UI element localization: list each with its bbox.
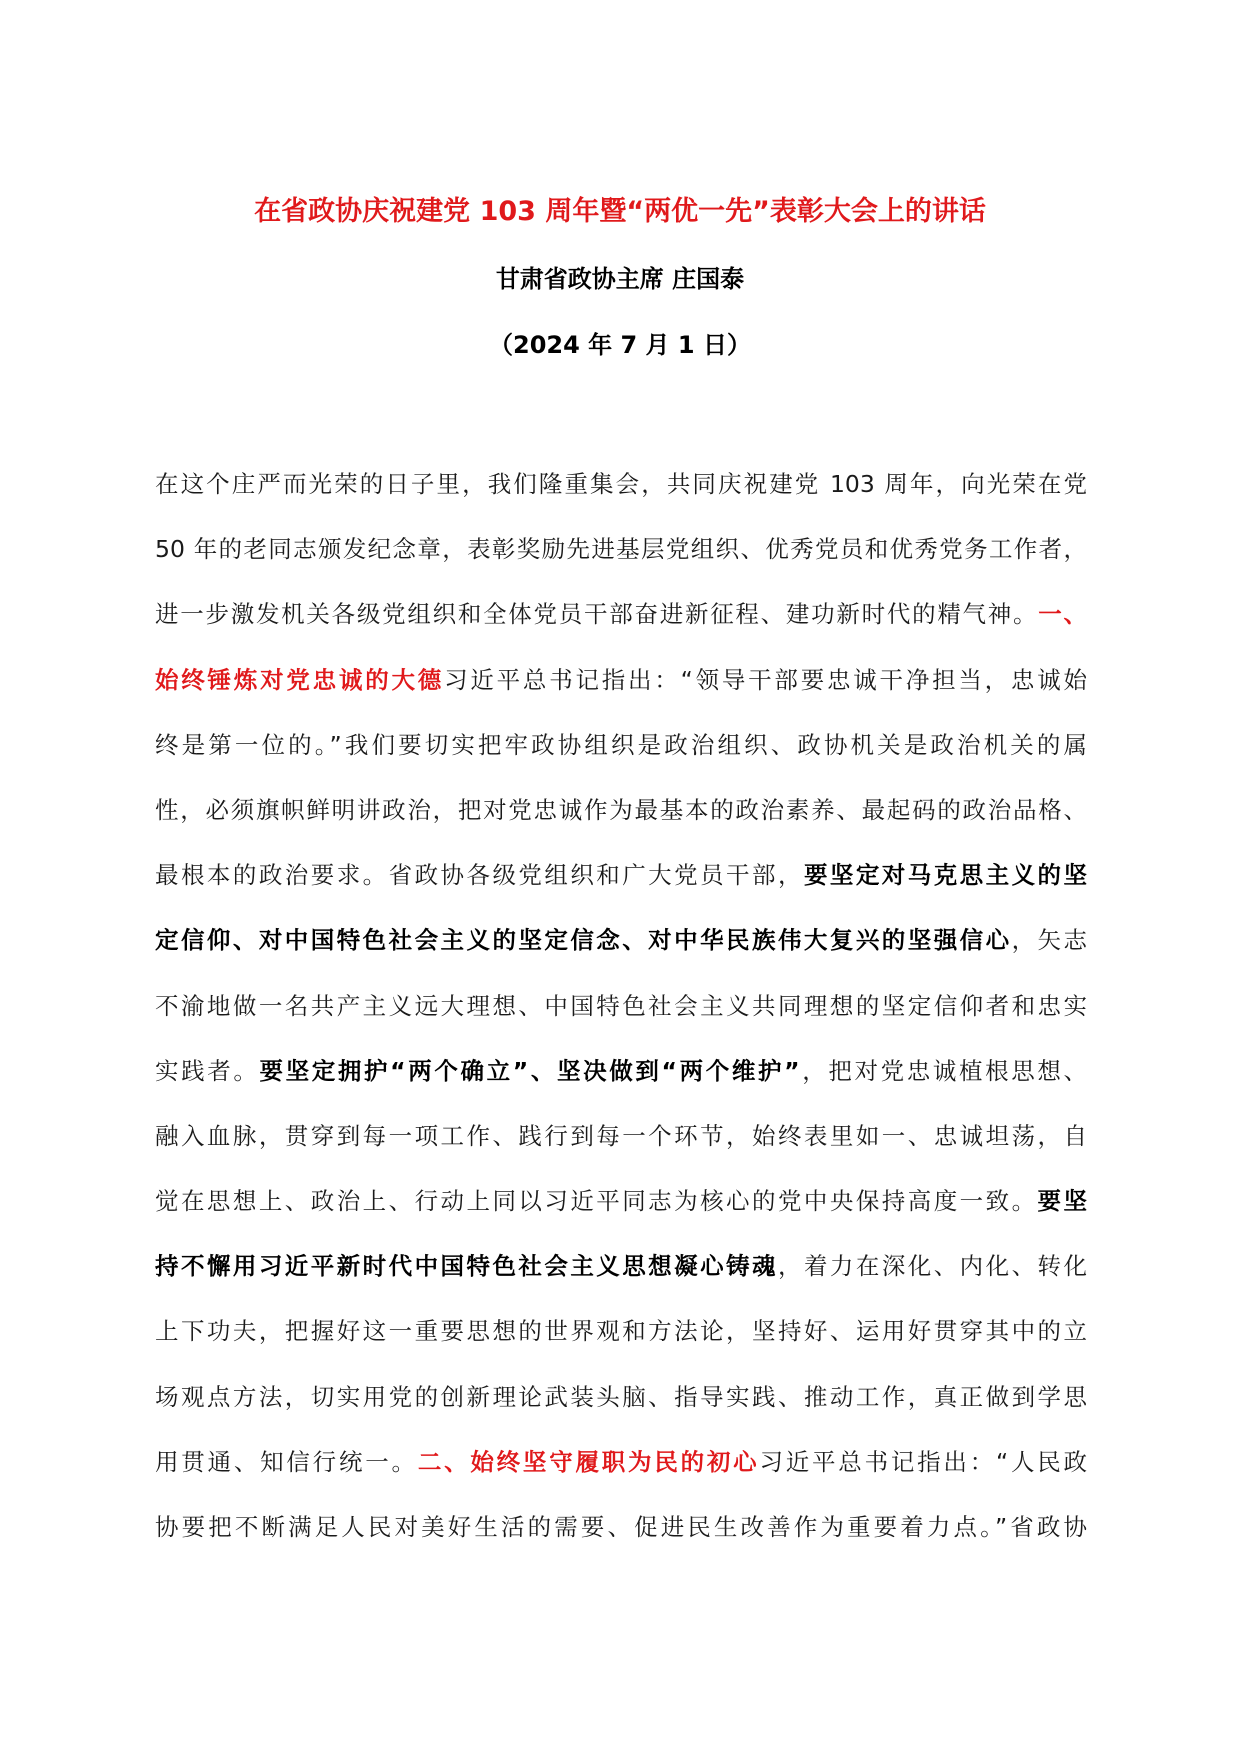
emphasis-text: 要坚: [1037, 1187, 1088, 1216]
text-run: 协要把不断满足人民对美好生活的需要、促进民生改善作为重要着力点。”省政协: [155, 1513, 1087, 1541]
section-heading-2: 二、始终坚守履职为民的初心: [417, 1447, 760, 1476]
text-run: 觉在思想上、政治上、行动上同以习近平同志为核心的党中央保持高度一致。: [155, 1187, 1038, 1216]
text-run: 习近平总书记指出：“人民政: [759, 1447, 1088, 1476]
body-line: [155, 1169, 1087, 1234]
text-run: 进一步激发机关各级党组织和全体党员干部奋进新征程、建功新时代的精气神。: [155, 600, 1039, 629]
body-line: [155, 1039, 1087, 1104]
text-run: 在这个庄严而光荣的日子里，我们隆重集会，共同庆祝建党 103 周年，向光荣在党: [155, 470, 1087, 498]
body-line: [155, 1299, 1087, 1364]
document-author: 甘肃省政协主席 庄国泰: [495, 265, 745, 293]
body-line: [155, 452, 1087, 517]
text-run: 性，必须旗帜鲜明讲政治，把对党忠诚作为最基本的政治素养、最起码的政治品格、: [155, 795, 1087, 824]
body-line: [155, 974, 1087, 1039]
document-title: 在省政协庆祝建党 103 周年暨“两优一先”表彰大会上的讲话: [254, 196, 986, 227]
emphasis-text: 要坚定拥护“两个确立”、坚决做到“两个维护”: [259, 1056, 800, 1085]
body-text: [155, 452, 1087, 1560]
body-line: [155, 1365, 1087, 1430]
text-run: 实践者。: [155, 1056, 260, 1085]
body-line: [155, 843, 1087, 908]
text-run: 习近平总书记指出：“领导干部要忠诚干净担当，忠诚始: [444, 665, 1087, 694]
emphasis-text: 持不懈用习近平新时代中国特色社会主义思想凝心铸魂: [155, 1252, 778, 1281]
body-line: [155, 1234, 1087, 1299]
section-heading-1: 一、: [1038, 600, 1088, 629]
text-run: 上下功夫，把握好这一重要思想的世界观和方法论，坚持好、运用好贯穿其中的立: [155, 1317, 1087, 1346]
text-run: ，矢志: [1011, 926, 1088, 955]
document-date: （2024 年 7 月 1 日）: [489, 331, 751, 359]
body-line: [155, 1104, 1087, 1169]
text-run: 用贯通、知信行统一。: [155, 1447, 418, 1476]
body-line: [155, 908, 1087, 973]
body-line: [155, 517, 1087, 582]
body-line: [155, 778, 1087, 843]
body-line: [155, 1430, 1087, 1495]
body-line: [155, 582, 1087, 647]
text-run: 不渝地做一名共产主义远大理想、中国特色社会主义共同理想的坚定信仰者和忠实: [155, 991, 1087, 1020]
body-line: [155, 713, 1087, 778]
emphasis-text: 定信仰、对中国特色社会主义的坚定信念、对中华民族伟大复兴的坚强信心: [155, 926, 1012, 955]
text-run: 最根本的政治要求。省政协各级党组织和广大党员干部，: [155, 861, 804, 890]
body-line: [155, 1495, 1087, 1560]
emphasis-text: 要坚定对马克思主义的坚: [803, 861, 1088, 890]
text-run: 终是第一位的。”我们要切实把牢政协组织是政治组织、政协机关是政治机关的属: [155, 730, 1087, 759]
text-run: ，着力在深化、内化、转化: [777, 1252, 1088, 1281]
body-line: [155, 648, 1087, 713]
text-run: 50 年的老同志颁发纪念章，表彰奖励先进基层党组织、优秀党员和优秀党务工作者，: [155, 535, 1087, 564]
text-run: 场观点方法，切实用党的创新理论武装头脑、指导实践、推动工作，真正做到学思: [155, 1382, 1087, 1411]
section-heading-1: 始终锤炼对党忠诚的大德: [155, 665, 445, 694]
text-run: 融入血脉，贯穿到每一项工作、践行到每一个环节，始终表里如一、忠诚坦荡，自: [155, 1121, 1087, 1150]
text-run: ，把对党忠诚植根思想、: [799, 1056, 1088, 1085]
